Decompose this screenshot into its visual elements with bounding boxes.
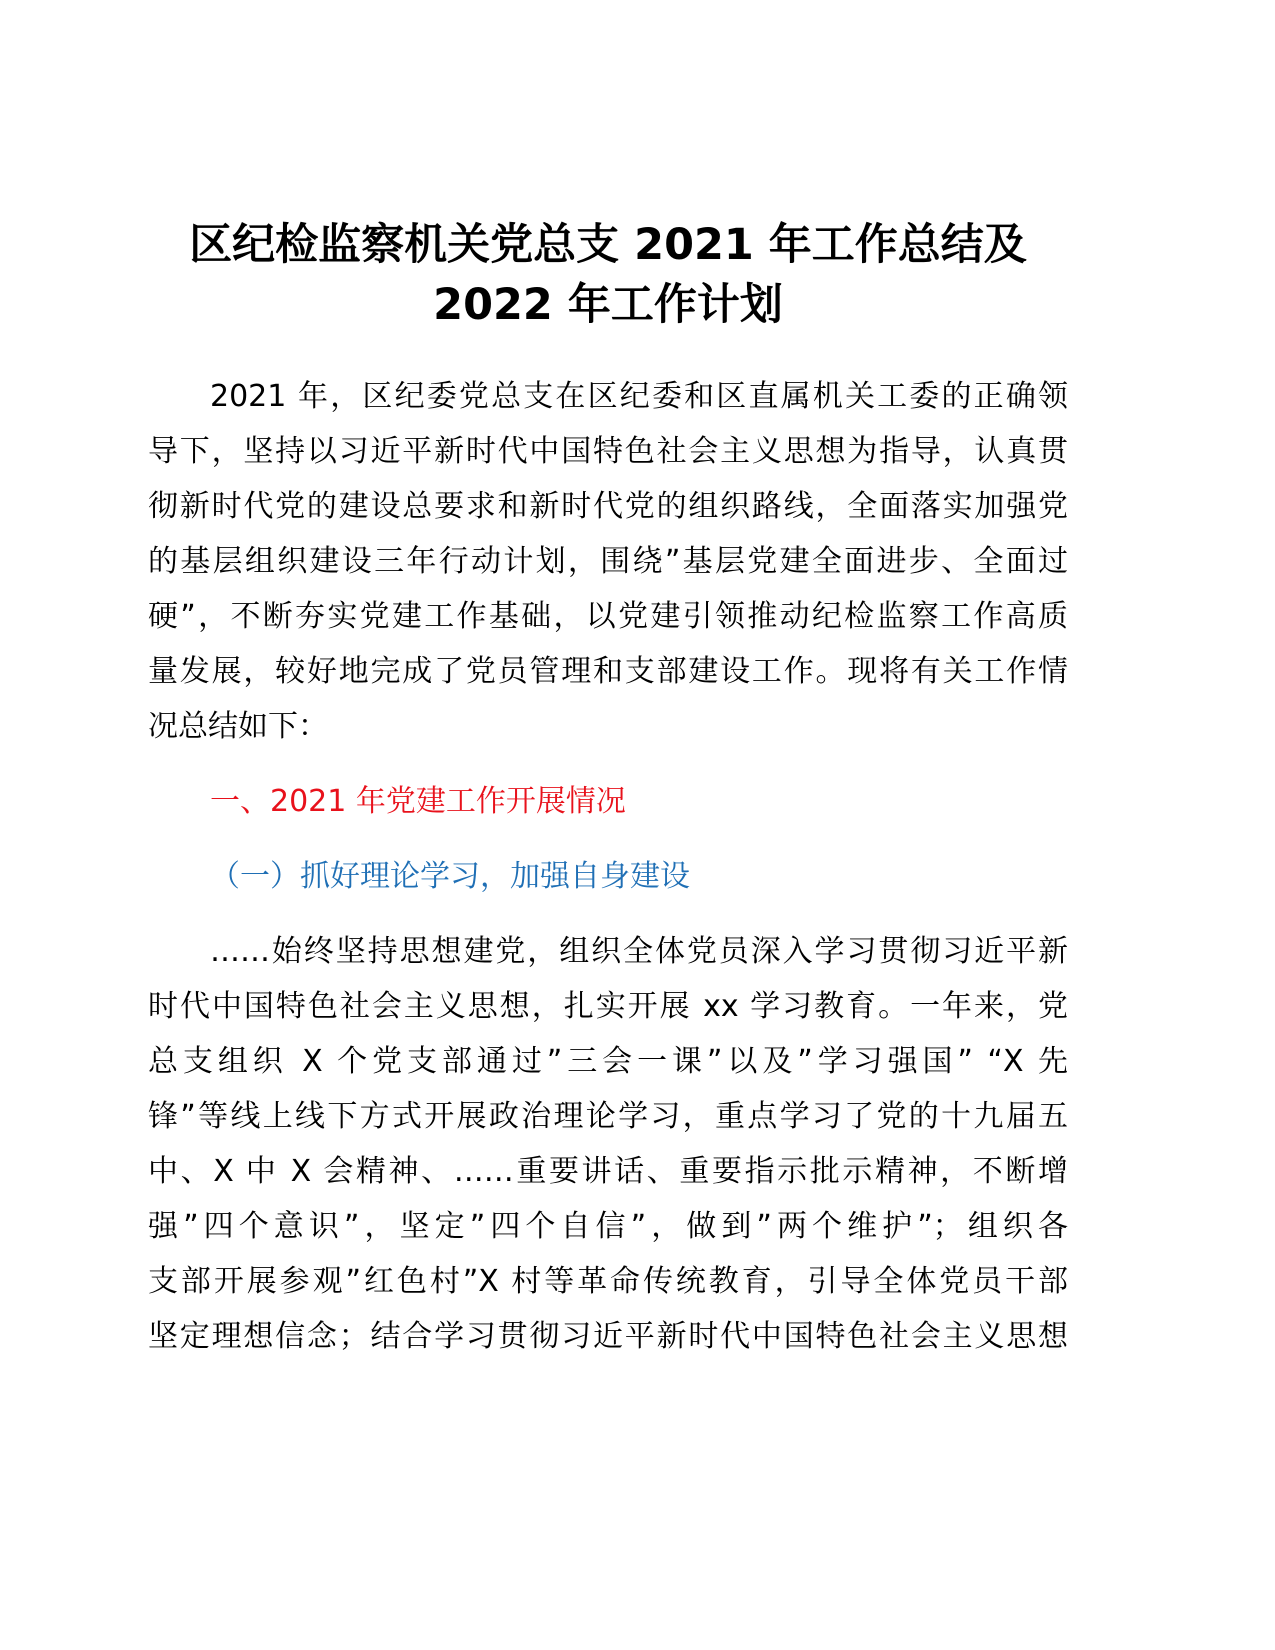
intro-line: 导下，坚持以习近平新时代中国特色社会主义思想为指导，认真贯: [148, 434, 1068, 469]
body-line: ……始终坚持思想建党，组织全体党员深入学习贯彻习近平新: [210, 934, 1068, 969]
body-line: 中、X 中 X 会精神、……重要讲话、重要指示批示精神，不断增: [148, 1154, 1068, 1189]
section-heading-1: 一、2021 年党建工作开展情况: [210, 784, 626, 819]
body-line: 总支组织 X 个党支部通过”三会一课”以及”学习强国” “X 先: [148, 1044, 1068, 1079]
intro-line: 彻新时代党的建设总要求和新时代党的组织路线，全面落实加强党: [148, 489, 1068, 524]
body-line: 时代中国特色社会主义思想，扎实开展 xx 学习教育。一年来，党: [148, 989, 1068, 1024]
title-line-2: 2022 年工作计划: [433, 280, 783, 330]
body-line: 强”四个意识”，坚定”四个自信”，做到”两个维护”；组织各: [148, 1209, 1068, 1244]
subsection-heading-1: （一）抓好理论学习，加强自身建设: [210, 859, 690, 894]
intro-paragraph: [148, 369, 1068, 754]
body-line: 坚定理想信念；结合学习贯彻习近平新时代中国特色社会主义思想: [148, 1319, 1068, 1354]
body-paragraph: [148, 924, 1068, 1364]
body-line: 支部开展参观”红色村”X 村等革命传统教育，引导全体党员干部: [148, 1264, 1068, 1299]
title-line-1: 区纪检监察机关党总支 2021 年工作总结及: [189, 220, 1027, 270]
intro-line: 量发展，较好地完成了党员管理和支部建设工作。现将有关工作情: [148, 654, 1068, 689]
intro-line: 况总结如下：: [148, 709, 328, 744]
intro-line: 的基层组织建设三年行动计划，围绕”基层党建全面进步、全面过: [148, 544, 1068, 579]
document-title: [148, 215, 1068, 335]
intro-line: 硬”，不断夯实党建工作基础，以党建引领推动纪检监察工作高质: [148, 599, 1068, 634]
document-page: [148, 215, 1068, 1364]
intro-line: 2021 年，区纪委党总支在区纪委和区直属机关工委的正确领: [210, 379, 1068, 414]
body-line: 锋”等线上线下方式开展政治理论学习，重点学习了党的十九届五: [148, 1099, 1068, 1134]
